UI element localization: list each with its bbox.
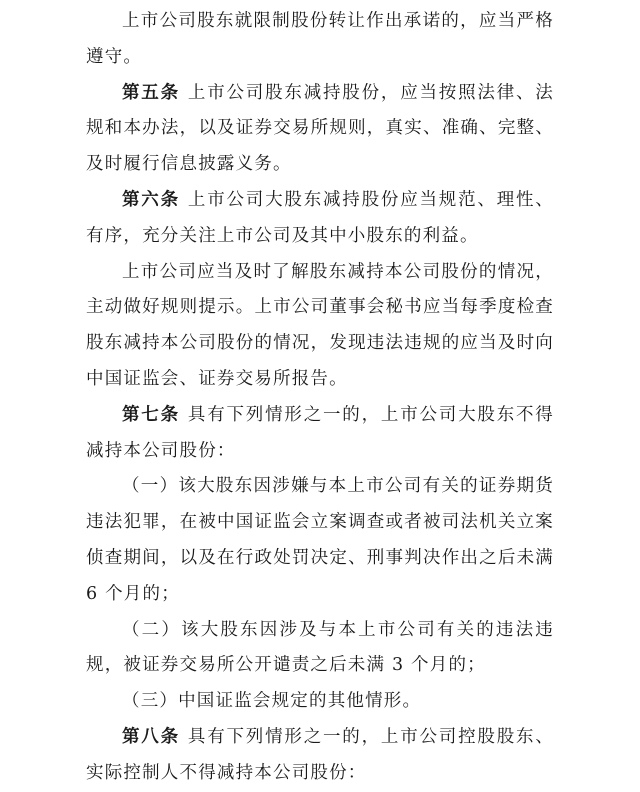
paragraph-text: 具有下列情形之一的，上市公司大股东不得减持本公司股份： [86, 404, 554, 461]
article-8 [86, 720, 554, 792]
paragraph-text: 上市公司大股东减持股份应当规范、理性、有序，充分关注上市公司及其中小股东的利益。 [86, 189, 554, 246]
paragraph-text: 上市公司应当及时了解股东减持本公司股份的情况，主动做好规则提示。上市公司董事会秘书应当每季度检查股东减持本公司股份的情况，发现违法违规的应当及时向中国证监会、证券交易所报告。 [86, 261, 554, 389]
article-6 [86, 183, 554, 255]
paragraph-text: （三）中国证监会规定的其他情形。 [122, 691, 422, 712]
article-5 [86, 76, 554, 183]
article-7 [86, 398, 554, 470]
list-item-1 [86, 469, 554, 612]
paragraph-text: 上市公司股东就限制股份转让作出承诺的，应当严格遵守。 [86, 11, 554, 67]
paragraph-text: （一）该大股东因涉嫌与本上市公司有关的证券期货违法犯罪，在被中国证监会立案调查或者被司法机关立案侦查期间，以及在行政处罚决定、刑事判决作出之后未满 6 个月的； [86, 476, 554, 604]
list-item-3 [86, 684, 554, 720]
article-number: 第五条 [122, 82, 180, 103]
paragraph-text: 上市公司股东减持股份，应当按照法律、法规和本办法，以及证券交易所规则，真实、准确、完整、及时履行信息披露义务。 [86, 82, 554, 175]
article-number: 第八条 [122, 726, 180, 747]
list-item-2 [86, 613, 554, 685]
paragraph-text: 具有下列情形之一的，上市公司控股股东、实际控制人不得减持本公司股份： [86, 726, 554, 783]
paragraph-commitment [86, 4, 554, 76]
paragraph-disclosure-duty [86, 255, 554, 398]
article-number: 第六条 [122, 189, 180, 210]
article-number: 第七条 [122, 404, 180, 425]
paragraph-text: （二）该大股东因涉及与本上市公司有关的违法违规，被证券交易所公开谴责之后未满 3 个月的； [86, 619, 554, 676]
